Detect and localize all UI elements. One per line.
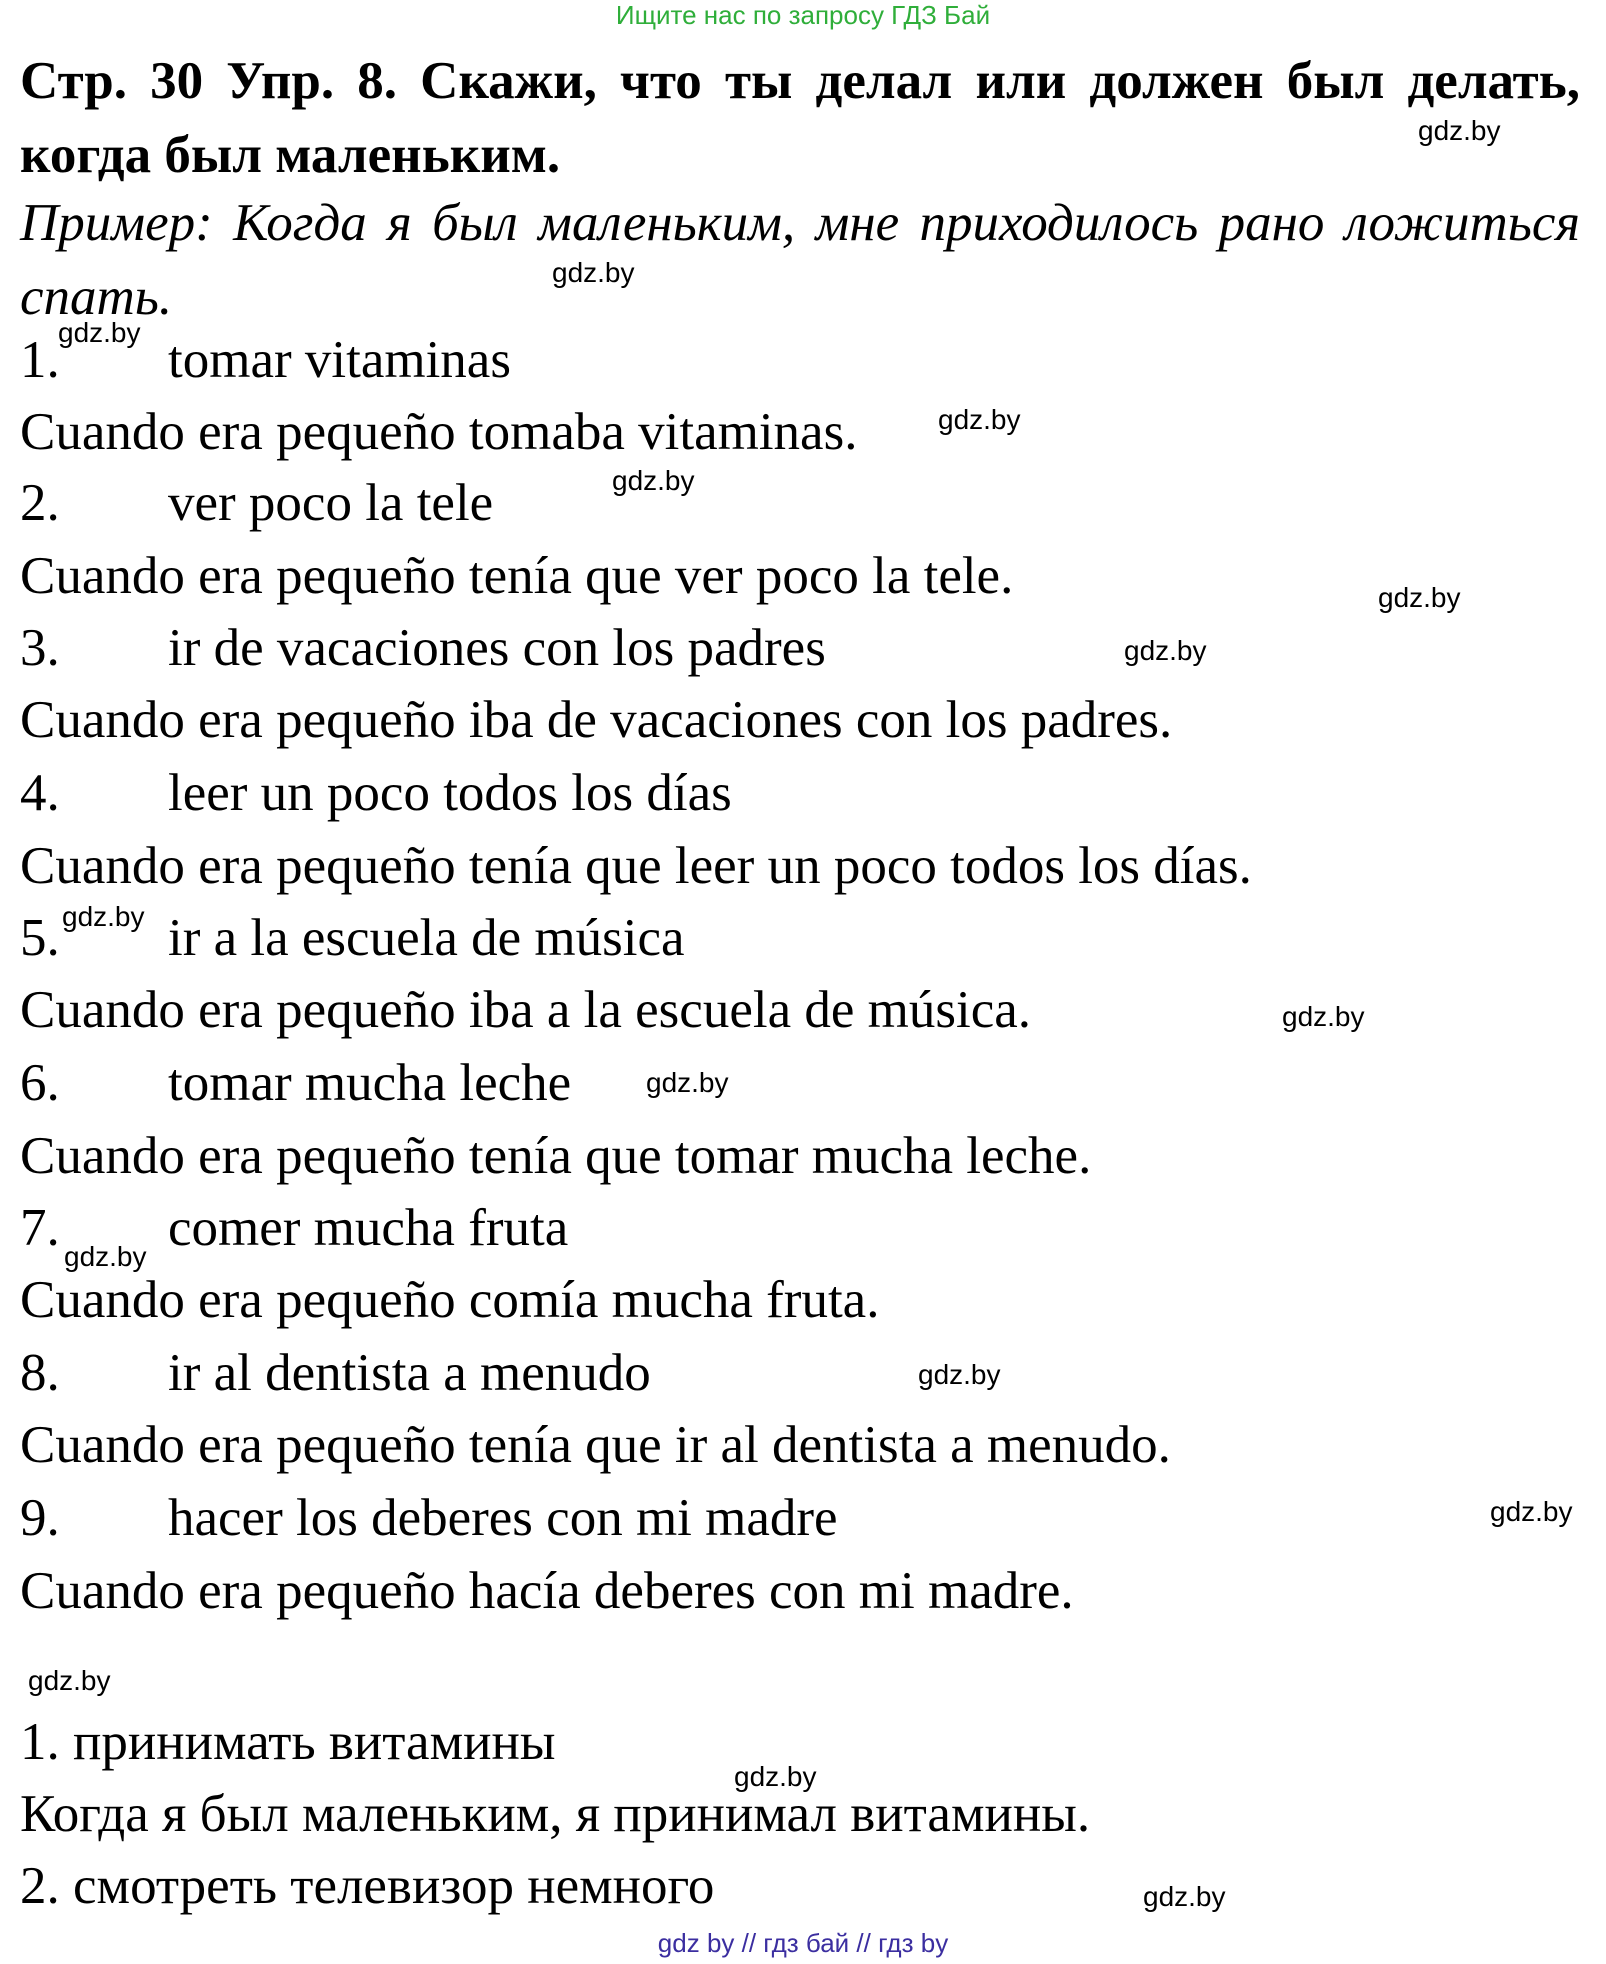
watermark: gdz.by [918,1359,1001,1390]
item-number: 5. [20,909,60,967]
list-item-answer: Cuando era pequeño iba de vacaciones con los padres. [20,691,1173,749]
item-phrase: ver poco la tele [168,474,494,532]
watermark: gdz.by [1143,1881,1226,1912]
watermark: gdz.by [1124,635,1207,666]
item-phrase: tomar vitaminas [168,331,511,389]
list-item-answer: Cuando era pequeño tenía que ir al dentista a menudo. [20,1416,1171,1474]
footer-links: gdz by // гдз бай // гдз by [657,1928,949,1958]
list-item-answer: Cuando era pequeño tenía que leer un poco todos los días. [20,837,1252,895]
list-item-answer: Cuando era pequeño tenía que tomar mucha leche. [20,1127,1092,1185]
watermark: gdz.by [1490,1496,1573,1527]
list-item-phrase [20,763,732,823]
item-number: 7. [20,1199,60,1257]
translation-line: 1. принимать витамины [20,1713,556,1771]
item-number: 2. [20,474,60,532]
item-phrase: leer un poco todos los días [168,764,732,822]
translation-line: 2. смотреть телевизор немного [20,1857,715,1915]
watermark: gdz.by [938,404,1021,435]
watermark: gdz.by [734,1761,817,1792]
example-text: Пример: Когда я был маленьким, мне приходилось рано ложиться спать. [20,194,1580,326]
watermark: gdz.by [64,1241,147,1272]
watermark: gdz.by [58,317,141,348]
item-phrase: ir de vacaciones con los padres [168,619,826,677]
item-number: 9. [20,1489,60,1547]
watermark: gdz.by [612,465,695,496]
item-number: 8. [20,1344,60,1402]
list-item-answer: Cuando era pequeño iba a la escuela de música. [20,981,1031,1039]
item-phrase: comer mucha fruta [168,1199,569,1257]
list-item-phrase [20,1053,571,1113]
translation-line: Когда я был маленьким, я принимал витамины. [20,1785,1091,1843]
watermark: gdz.by [646,1067,729,1098]
list-item-phrase [20,473,493,533]
watermark: gdz.by [552,257,635,288]
item-number: 1. [20,331,60,389]
exercise-title: Стр. 30 Упр. 8. Скажи, что ты делал или должен был делать, когда был маленьким. [20,52,1580,184]
list-item-phrase [20,618,826,678]
item-number: 6. [20,1054,60,1112]
item-phrase: tomar mucha leche [168,1054,572,1112]
list-item-answer: Cuando era pequeño tenía que ver poco la tele. [20,547,1014,605]
watermark: gdz.by [1282,1001,1365,1032]
watermark: gdz.by [62,901,145,932]
item-number: 3. [20,619,60,677]
watermark: gdz.by [1418,115,1501,146]
item-phrase: ir al dentista a menudo [168,1344,651,1402]
item-phrase: ir a la escuela de música [168,909,685,967]
list-item-answer: Cuando era pequeño tomaba vitaminas. [20,403,858,461]
item-number: 4. [20,764,60,822]
list-item-answer: Cuando era pequeño comía mucha fruta. [20,1271,880,1329]
list-item-phrase [20,1488,838,1548]
list-item-answer: Cuando era pequeño hacía deberes con mi madre. [20,1562,1074,1620]
item-phrase: hacer los deberes con mi madre [168,1489,838,1547]
list-item-phrase [20,1343,651,1403]
watermark: gdz.by [1378,582,1461,613]
watermark: gdz.by [28,1665,111,1696]
top-banner: Ищите нас по запросу ГДЗ Бай [615,0,991,30]
